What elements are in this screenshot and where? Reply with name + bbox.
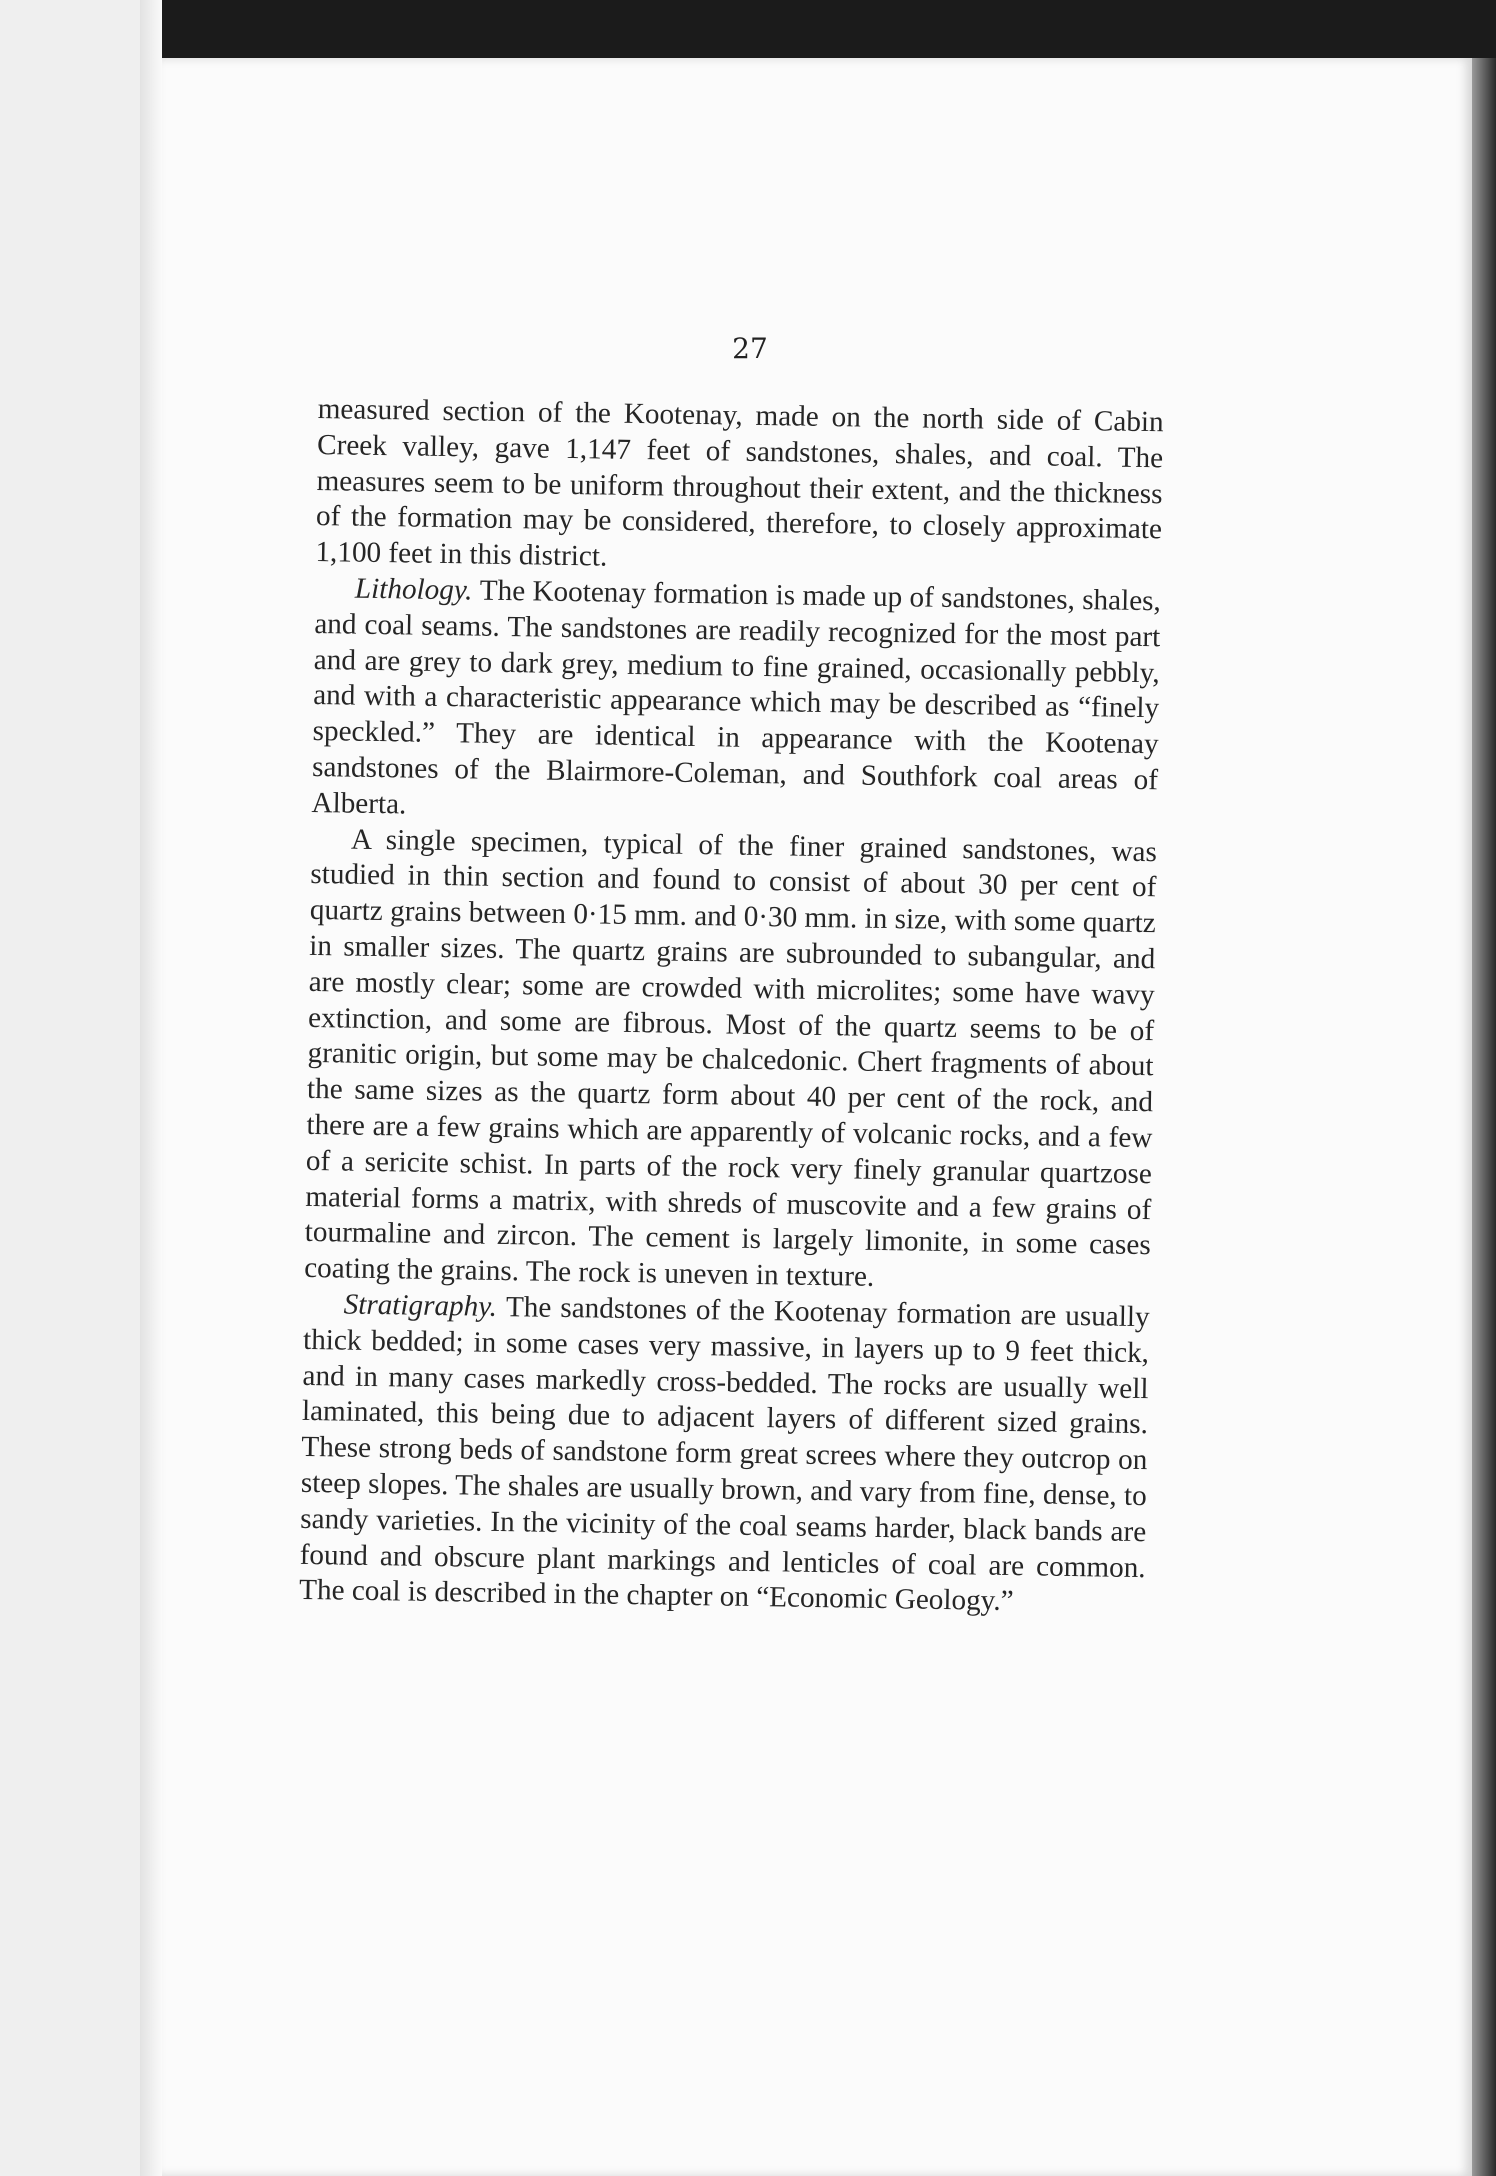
paragraph-text: The Kootenay formation is made up of sandstones, shales, and coal seams. The sandstones are readily recognized for the most part and are grey to dark grey, medium to fine grained, occasionally pebbly, and with a characteristic appearance which may be described as “finely speckled.” They are identical in appearance with the Kootenay sandstones of the Blairmore-Coleman, and Southfork coal areas of Alberta. <box>311 574 1162 821</box>
scan-left-margin <box>0 0 140 2176</box>
paragraph-stratigraphy <box>299 1287 1150 1622</box>
paragraph-text: The sandstones of the Kootenay formation are usually thick bedded; in some cases very massive, in layers up to 9 feet thick, and in many cases markedly cross-bedded. The rocks are usually well laminated, this being due to adjacent layers of different sized grains. These strong beds of sandstone form great screes where they outcrop on steep slopes. The shales are usually brown, and vary from fine, dense, to sandy varieties. In the vicinity of the coal seams harder, black bands are found and obscure plant markings and lenticles of coal are common. The coal is described in the chapter on “Economic Geology.” <box>298 1290 1150 1618</box>
paragraph-lithology <box>311 571 1161 835</box>
body-text <box>299 392 1164 1622</box>
section-heading-lithology: Lithology. <box>354 572 481 607</box>
page-number: 27 <box>732 332 768 365</box>
paragraph-specimen <box>304 822 1157 1301</box>
paragraph-text: measured section of the Kootenay, made on the north side of Cabin Creek valley, gave 1,147 feet of sandstones, shales, and coal. The measures seem to be uniform throughout their extent, and the thickness of the formation may be considered, therefore, to closely approximate 1,100 feet in this district. <box>315 392 1164 573</box>
book-gutter <box>140 0 162 2176</box>
paragraph-continuation <box>315 392 1164 584</box>
section-heading-stratigraphy: Stratigraphy. <box>343 1288 507 1323</box>
page-right-edge-shadow <box>1472 58 1496 2176</box>
paragraph-text: A single specimen, typical of the finer grained sandstones, was studied in thin section and found to consist of about 30 per cent of quartz grains between 0·15 mm. and 0·30 mm. in size, with some quartz in smaller sizes. The quartz grains are subrounded to subangular, and are mostly clear; some are crowded with microlites; some have wavy extinction, and some are fibrous. Most of the quartz seems to be of granitic origin, but some may be chalcedonic. Chert fragments of about the same sizes as the quartz form about 40 per cent of the rock, and there are a few grains which are apparently of volcanic rocks, and a few of a sericite schist. In parts of the rock very finely granular quartzose material forms a matrix, with shreds of muscovite and a few grains of tourmaline and zircon. The cement is largely limonite, in some cases coating the grains. The rock is uneven in texture. <box>303 823 1158 1293</box>
